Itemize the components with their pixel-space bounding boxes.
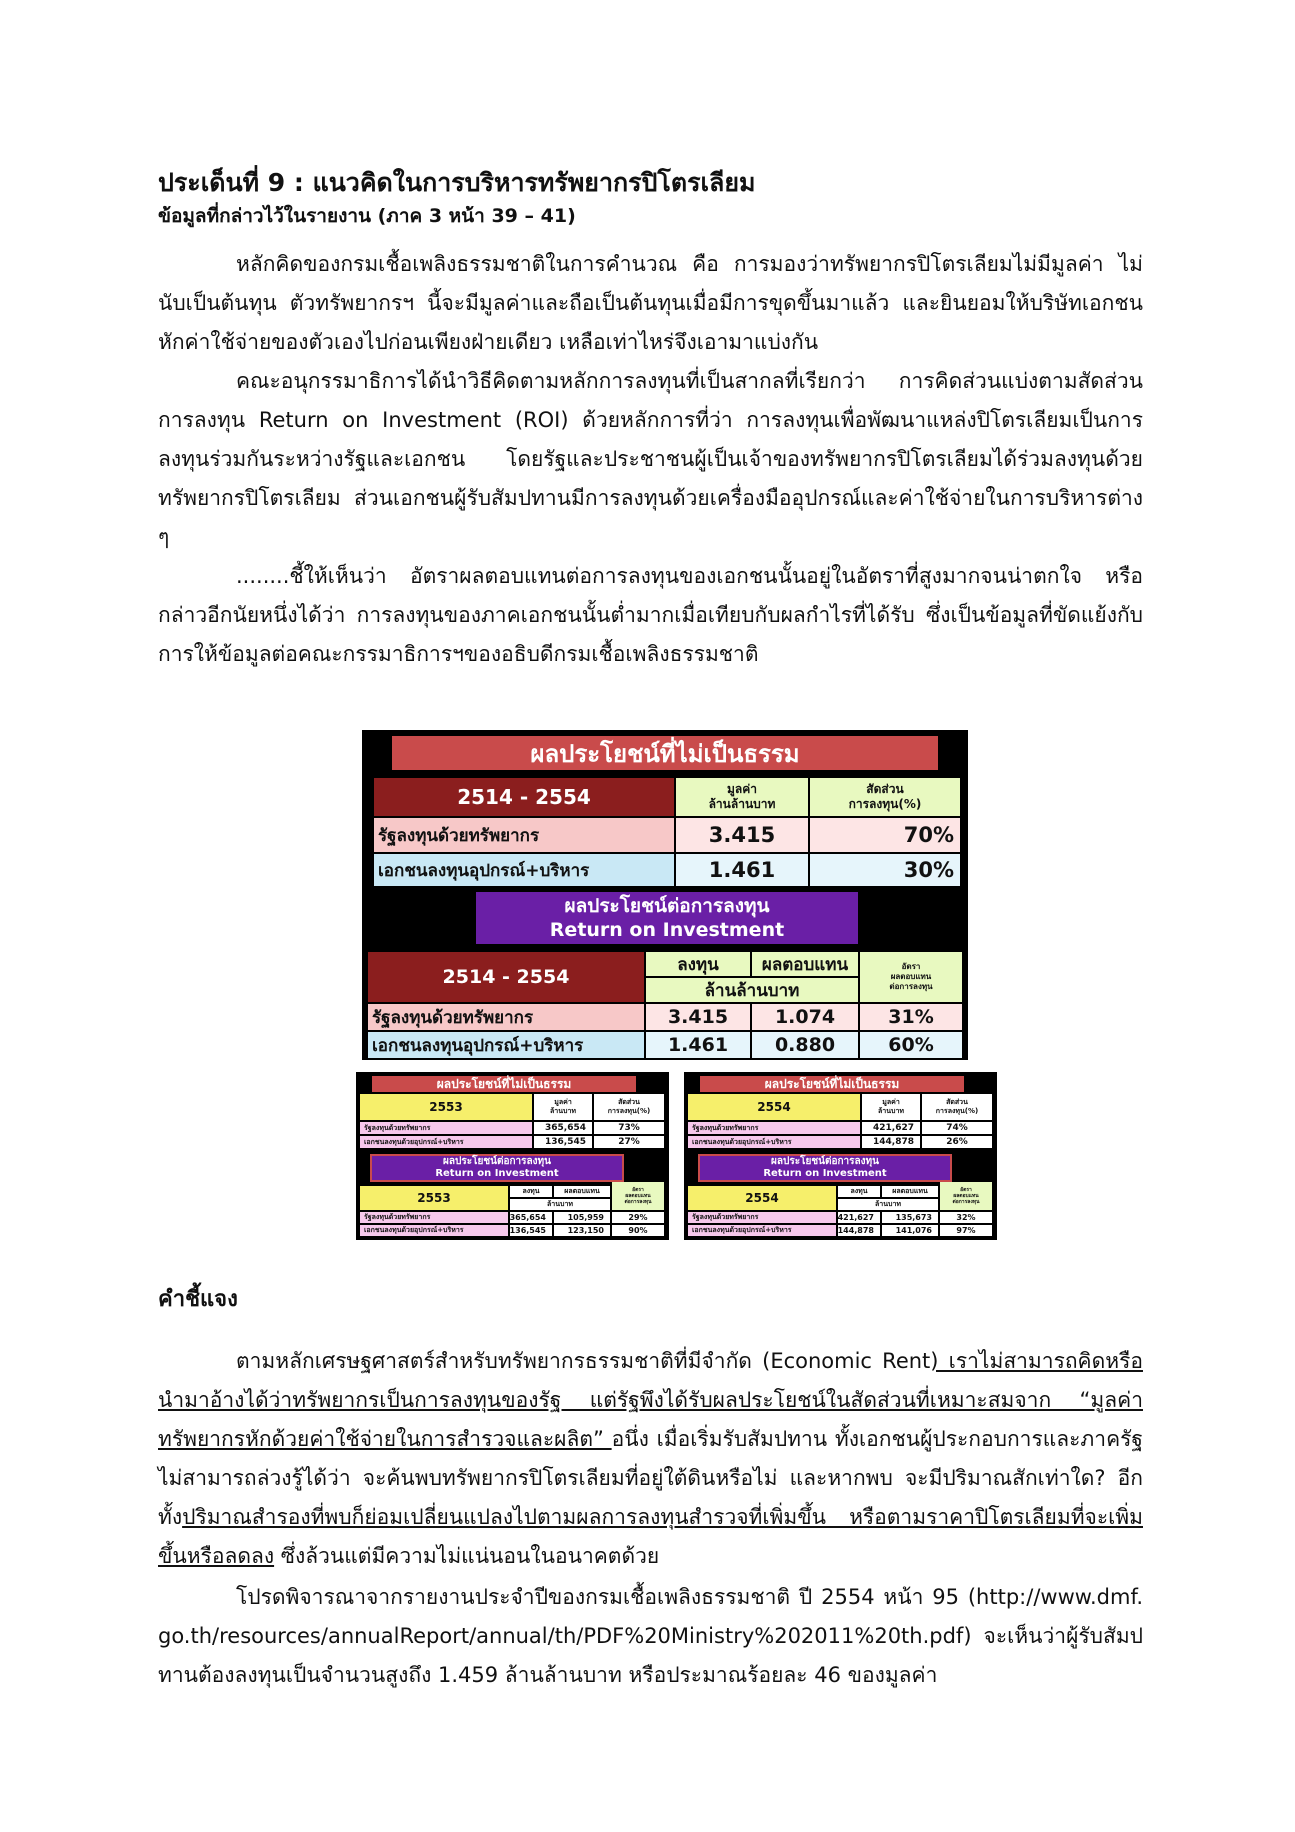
period-label: 2514 - 2554: [374, 778, 674, 816]
table-2554-roi-row-state-invest: 421,627: [838, 1212, 880, 1223]
row-state-label: รัฐลงทุนด้วยทรัพยากร: [374, 818, 674, 852]
row-state-value: 3.415: [676, 818, 808, 852]
table-2553-roi-row-state-rate: 29%: [612, 1212, 664, 1223]
document-body: [158, 165, 1143, 674]
row-private-label: เอกชนลงทุนอุปกรณ์+บริหาร: [374, 854, 674, 886]
roi-row-private-rate: 60%: [860, 1032, 962, 1058]
table-2554-row-state-label: รัฐลงทุนด้วยทรัพยากร: [688, 1122, 860, 1134]
table-2554-row-state-value: 421,627: [862, 1122, 920, 1134]
paragraph-1: หลักคิดของกรมเชื้อเพลิงธรรมชาติในการคำนวณ คือ การมองว่าทรัพยากรปิโตรเลียมไม่มีมูลค่า ไม่นับเป็นต้นทุน ตัวทรัพยากรฯ นี้จะมีมูลค่าและถือเป็นต้นทุนเมื่อมีการขุดขึ้นมาแล้ว และยินยอมให้บริษัทเอกชนหักค่าใช้จ่ายของตัวเองไปก่อนเพียงฝ่ายเดียว เหลือเท่าไหร่จึงเอามาแบ่งกัน: [158, 252, 1143, 354]
col-value-header: มูลค่า ล้านล้านบาท: [676, 778, 808, 816]
table-2554-roi-row-private-invest: 144,878: [838, 1225, 880, 1236]
paragraph-2: คณะอนุกรรมาธิการได้นำวิธีคิดตามหลักการลงทุนที่เป็นสากลที่เรียกว่า การคิดส่วนแบ่งตามสัดส่วนการลงทุน Return on Investment (ROI) ด้วยหลักการที่ว่า การลงทุนเพื่อพัฒนาแหล่งปิโตรเลียมเป็นการลงทุนร่วมกันระหว่างรัฐและเอกชน โดยรัฐและประชาชนผู้เป็นเจ้าของทรัพยากรปิโตรเลียมได้ร่วมลงทุนด้วยทรัพยากรปิโตรเลียม ส่วนเอกชนผู้รับสัมปทานมีการลงทุนด้วยเครื่องมืออุปกรณ์และค่าใช้จ่ายในการบริหารต่าง ๆ: [158, 369, 1143, 549]
table-2553-roi-title: [370, 1154, 624, 1182]
table-2553-roi-row-state-label: รัฐลงทุนด้วยทรัพยากร: [360, 1212, 508, 1223]
table-2554-roi-row-private-label: เอกชนลงทุนด้วยอุปกรณ์+บริหาร: [688, 1225, 836, 1236]
table-2554-roi-english: Return on Investment: [763, 1168, 887, 1179]
roi-row-state-label: รัฐลงทุนด้วยทรัพยากร: [368, 1004, 644, 1030]
paragraph-4-part-b: ) เราไม่สามารถคิดหรือนำมาอ้างได้ว่าทรัพยากรเป็นการลงทุนของรัฐ แต่รัฐพึงได้รับผลประโยชน์ในสัดส่วนที่เหมาะสมจาก “มูลค่าทรัพยากรหักด้วยค่าใช้จ่ายในการสำรวจและผลิต”: [158, 1349, 1143, 1451]
roi-row-state-rate: 31%: [860, 1004, 962, 1030]
table-2553-row-private-ratio: 27%: [594, 1136, 664, 1148]
infographic-title: ผลประโยชน์ที่ไม่เป็นธรรม: [392, 736, 938, 770]
roi-row-private-invest: 1.461: [646, 1032, 750, 1058]
table-2553-roi-col-unit: ล้านบาท: [510, 1199, 610, 1210]
section-subtitle: ข้อมูลที่กล่าวไว้ในรายงาน (ภาค 3 หน้า 39 – 41): [158, 205, 576, 227]
roi-period-label: 2514 - 2554: [368, 952, 644, 1002]
table-2554-title: ผลประโยชน์ที่ไม่เป็นธรรม: [700, 1076, 964, 1092]
roi-row-private-label: เอกชนลงทุนอุปกรณ์+บริหาร: [368, 1032, 644, 1058]
row-private-ratio: 30%: [810, 854, 960, 886]
roi-row-private-return: 0.880: [752, 1032, 858, 1058]
roi-col-unit: ล้านล้านบาท: [646, 978, 858, 1002]
table-2553-row-private-value: 136,545: [534, 1136, 592, 1148]
table-2554-row-private-value: 144,878: [862, 1136, 920, 1148]
table-2554-roi-thai: ผลประโยชน์ต่อการลงทุน: [771, 1156, 879, 1167]
table-2554-year: 2554: [688, 1094, 860, 1120]
row-state-ratio: 70%: [810, 818, 960, 852]
table-2553-roi-col-rate: อัตรา ผลตอบแทน ต่อการลงทุน: [612, 1182, 664, 1210]
explanation-section: [158, 1262, 1143, 1695]
table-2554-roi-row-state-rate: 32%: [940, 1212, 992, 1223]
table-2553-row-state-ratio: 73%: [594, 1122, 664, 1134]
table-2553-roi-year: 2553: [360, 1186, 508, 1210]
section-title: ประเด็นที่ 9 : แนวคิดในการบริหารทรัพยากรปิโตรเลียม: [158, 168, 756, 197]
col-ratio-header: สัดส่วน การลงทุน(%): [810, 778, 960, 816]
table-2554-roi-row-state-label: รัฐลงทุนด้วยทรัพยากร: [688, 1212, 836, 1223]
table-2553-year: 2553: [360, 1094, 532, 1120]
table-2554-roi-year: 2554: [688, 1186, 836, 1210]
table-2554-roi-col-return: ผลตอบแทน: [882, 1186, 938, 1197]
paragraph-5: โปรดพิจารณาจากรายงานประจำปีของกรมเชื้อเพลิงธรรมชาติ ปี 2554 หน้า 95 (http://www.dmf.go.th/resources/annualReport/annual/th/PDF%20Ministry%202011%20th.pdf) จะเห็นว่าผู้รับสัมปทานต้องลงทุนเป็นจำนวนสูงถึง 1.459 ล้านล้านบาท หรือประมาณร้อยละ 46 ของมูลค่า: [158, 1585, 1143, 1687]
table-2553-row-private-label: เอกชนลงทุนด้วยอุปกรณ์+บริหาร: [360, 1136, 532, 1148]
table-2554-col-ratio: สัดส่วน การลงทุน(%): [922, 1094, 992, 1120]
paragraph-3: ........ชี้ให้เห็นว่า อัตราผลตอบแทนต่อการลงทุนของเอกชนนั้นอยู่ในอัตราที่สูงมากจนน่าตกใจ หรือกล่าวอีกนัยหนึ่งได้ว่า การลงทุนของภาคเอกชนนั้นต่ำมากเมื่อเทียบกับผลกำไรที่ได้รับ ซึ่งเป็นข้อมูลที่ขัดแย้งกับการให้ข้อมูลต่อคณะกรรมาธิการฯของอธิบดีกรมเชื้อเพลิงธรรมชาติ: [158, 564, 1143, 666]
unfair-benefit-infographic: [362, 730, 968, 1060]
table-2553-col-ratio: สัดส่วน การลงทุน(%): [594, 1094, 664, 1120]
paragraph-4-part-a: ตามหลักเศรษฐศาสตร์สำหรับทรัพยากรธรรมชาติที่มีจำกัด (Economic Rent: [236, 1349, 931, 1373]
roi-row-state-return: 1.074: [752, 1004, 858, 1030]
paragraph-4-part-e: ซึ่งล้วนแต่มีความไม่แน่นอนในอนาคตด้วย: [274, 1544, 660, 1568]
table-2553-roi-row-state-invest: 365,654: [510, 1212, 552, 1223]
table-2553-roi-row-private-rate: 90%: [612, 1225, 664, 1236]
table-2554-roi-row-private-return: 141,076: [882, 1225, 938, 1236]
roi-col-invest: ลงทุน: [646, 952, 750, 976]
table-2554-roi-row-private-rate: 97%: [940, 1225, 992, 1236]
roi-row-state-invest: 3.415: [646, 1004, 750, 1030]
table-2553-roi-row-private-label: เอกชนลงทุนด้วยอุปกรณ์+บริหาร: [360, 1225, 508, 1236]
table-2554: [684, 1072, 997, 1240]
roi-col-return: ผลตอบแทน: [752, 952, 858, 976]
table-2553-row-state-value: 365,654: [534, 1122, 592, 1134]
table-2553: [356, 1072, 669, 1240]
table-2553-roi-english: Return on Investment: [435, 1168, 559, 1179]
table-2553-roi-row-private-invest: 136,545: [510, 1225, 552, 1236]
roi-title-box: [476, 892, 858, 944]
roi-col-rate: อัตรา ผลตอบแทน ต่อการลงทุน: [860, 952, 962, 1002]
table-2553-title: ผลประโยชน์ที่ไม่เป็นธรรม: [372, 1076, 636, 1092]
table-2553-roi-row-private-return: 123,150: [554, 1225, 610, 1236]
table-2553-row-state-label: รัฐลงทุนด้วยทรัพยากร: [360, 1122, 532, 1134]
roi-title-english: Return on Investment: [549, 919, 785, 941]
table-2553-roi-col-return: ผลตอบแทน: [554, 1186, 610, 1197]
table-2553-roi-thai: ผลประโยชน์ต่อการลงทุน: [443, 1156, 551, 1167]
table-2554-roi-row-state-return: 135,673: [882, 1212, 938, 1223]
table-2554-row-private-ratio: 26%: [922, 1136, 992, 1148]
paragraph-4-part-c: อนึ่ง เมื่อเริ่มรับสัมปทาน ทั้งเอกชนผู้ประกอบการและภาครัฐ ไม่สามารถล่วงรู้ได้ว่า จะค้นพบทรัพยากรปิโตรเลียมที่อยู่ใต้ดินหรือไม่ และหากพบ จะมีปริมาณสักเท่าใด? อีกทั้ง: [158, 1427, 1143, 1529]
roi-title-thai: ผลประโยชน์ต่อการลงทุน: [564, 895, 770, 917]
table-2553-roi-row-state-return: 105,959: [554, 1212, 610, 1223]
row-private-value: 1.461: [676, 854, 808, 886]
table-2554-row-private-label: เอกชนลงทุนด้วยอุปกรณ์+บริหาร: [688, 1136, 860, 1148]
explanation-heading: คำชี้แจง: [158, 1287, 238, 1312]
table-2553-roi-col-invest: ลงทุน: [510, 1186, 552, 1197]
paragraph-4-part-d: ปริมาณสำรองที่พบก็ย่อมเปลี่ยนแปลงไปตามผลการลงทุนสำรวจที่เพิ่มขึ้น หรือตามราคาปิโตรเลียมที่จะเพิ่มขึ้นหรือลดลง: [158, 1505, 1143, 1568]
table-2554-roi-col-invest: ลงทุน: [838, 1186, 880, 1197]
table-2554-roi-title: [698, 1154, 952, 1182]
paragraph-4: [158, 1342, 1143, 1576]
table-2554-roi-col-unit: ล้านบาท: [838, 1199, 938, 1210]
table-2554-row-state-ratio: 74%: [922, 1122, 992, 1134]
table-2554-col-value: มูลค่า ล้านบาท: [862, 1094, 920, 1120]
table-2554-roi-col-rate: อัตรา ผลตอบแทน ต่อการลงทุน: [940, 1182, 992, 1210]
table-2553-col-value: มูลค่า ล้านบาท: [534, 1094, 592, 1120]
